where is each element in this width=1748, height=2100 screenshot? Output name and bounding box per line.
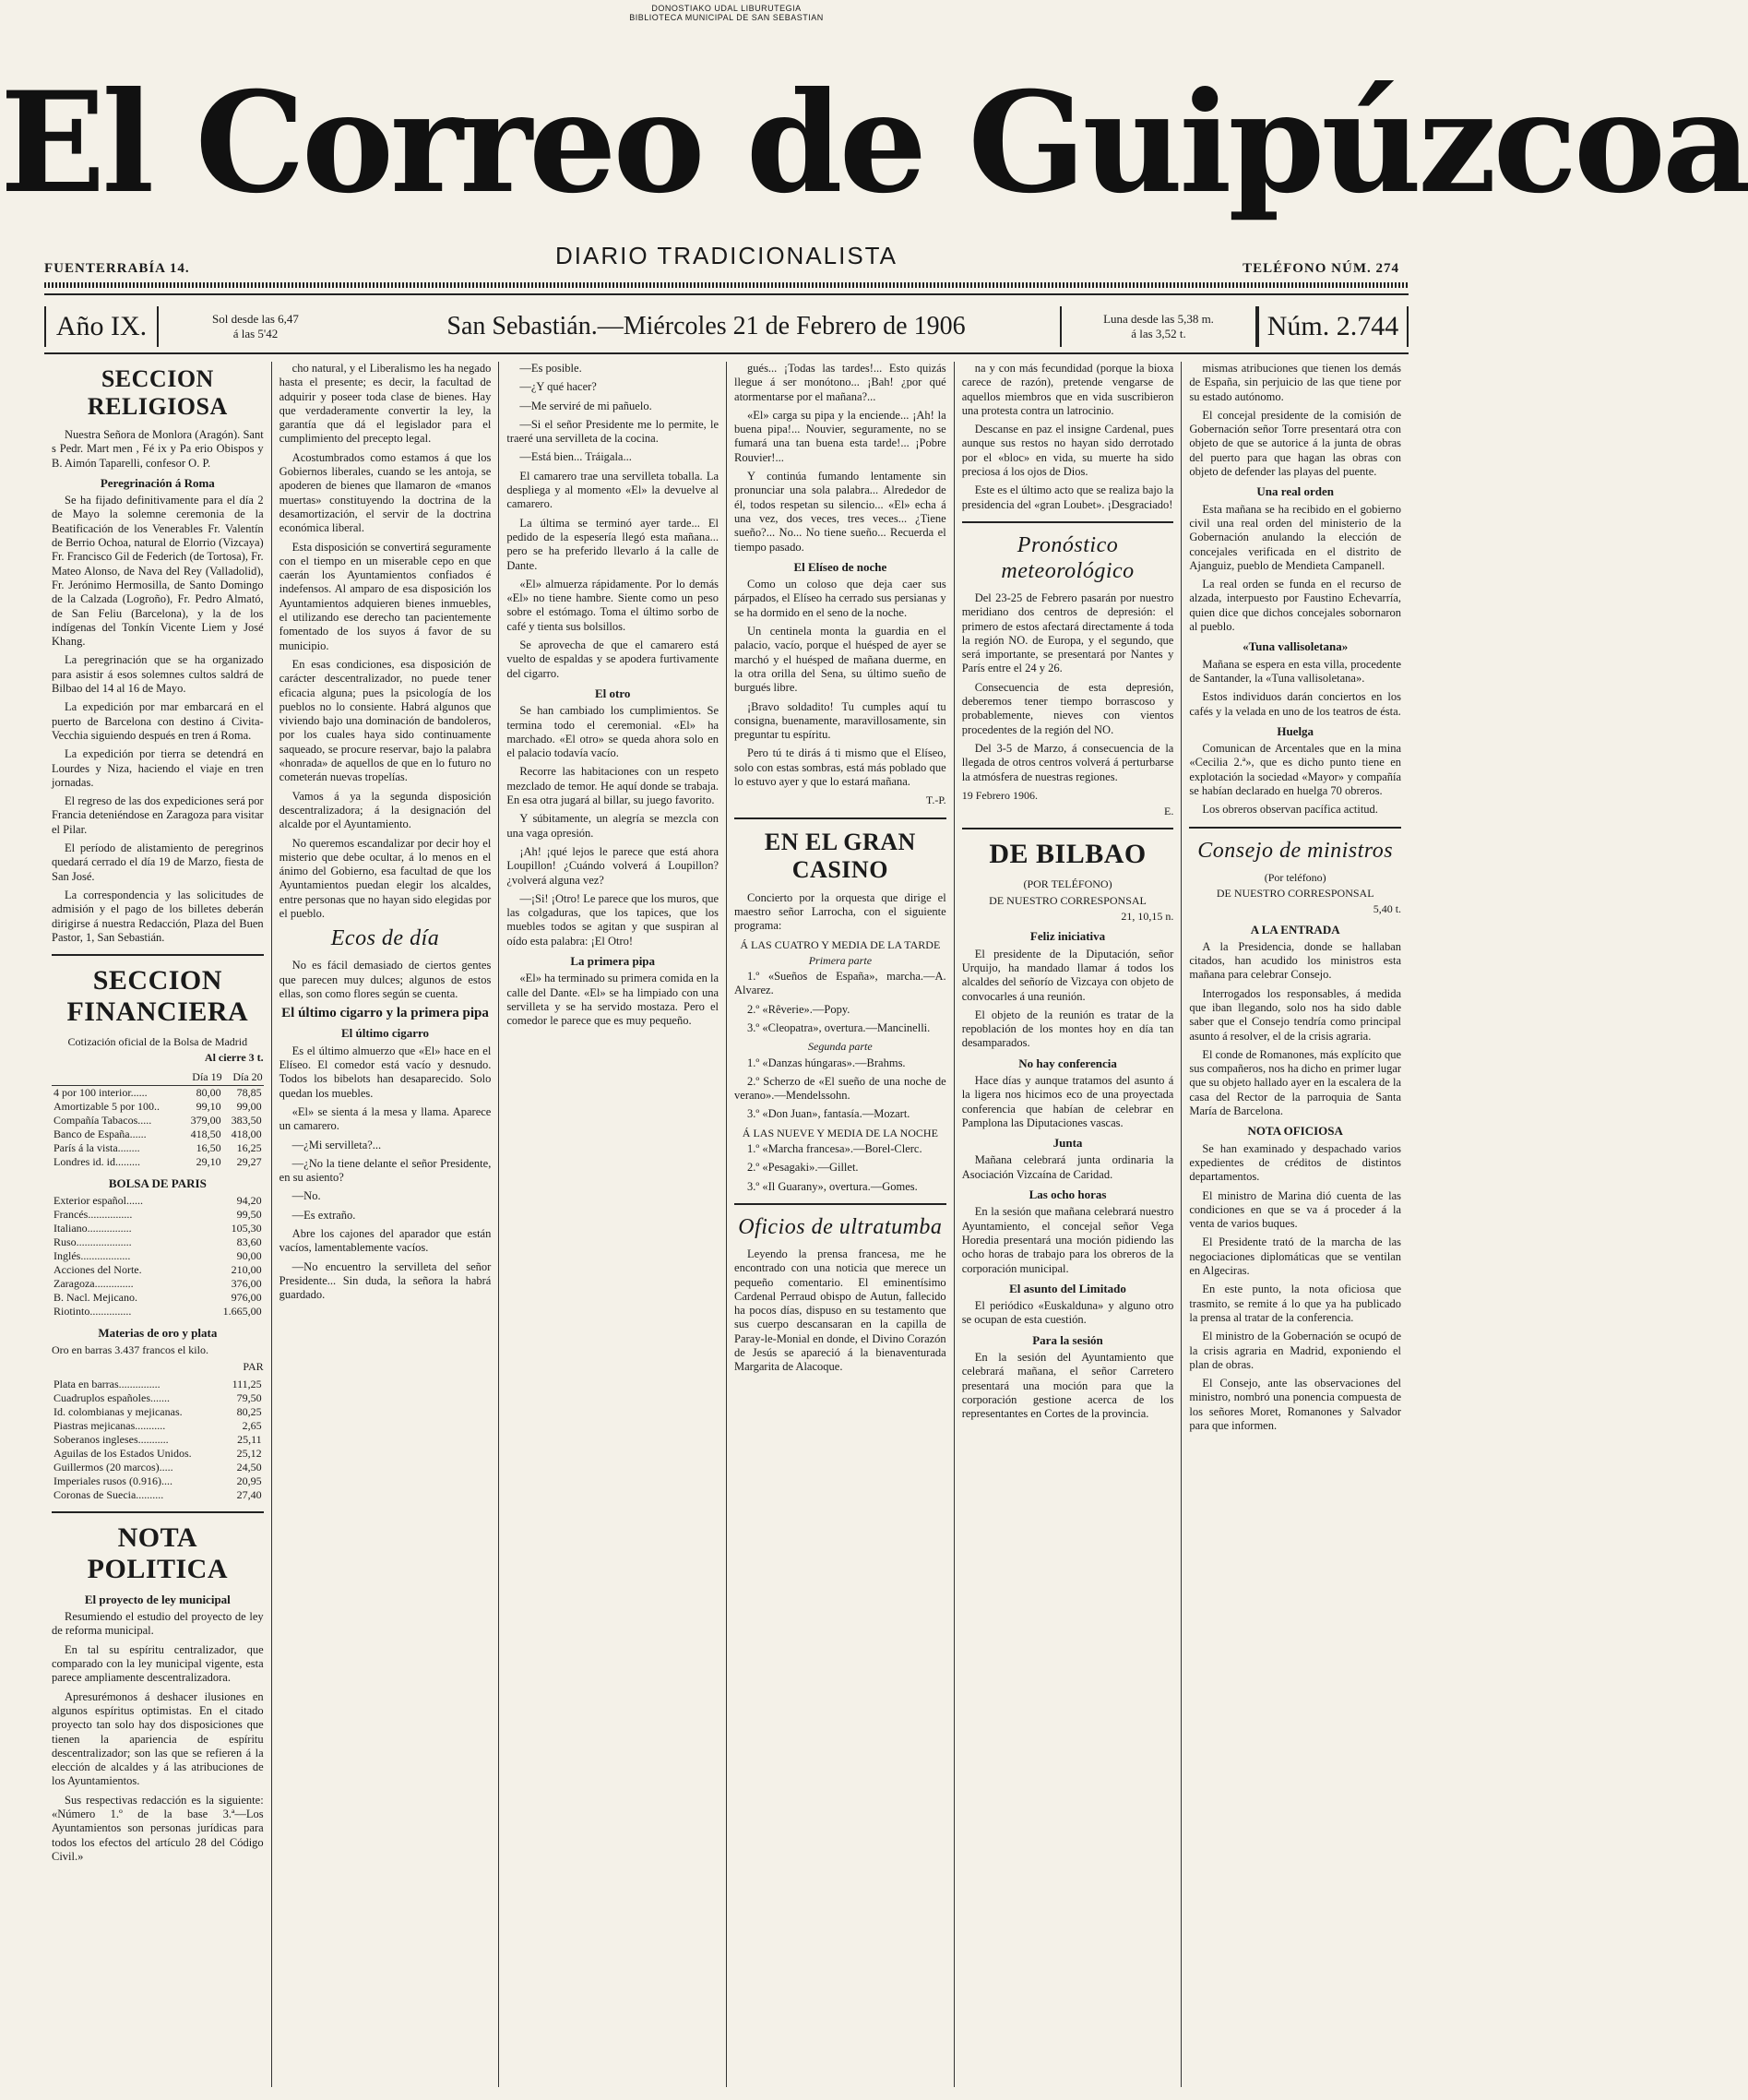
metal-label: Soberanos ingleses........... <box>54 1432 169 1446</box>
table-row <box>52 1235 264 1249</box>
newspaper-subtitle: DIARIO TRADICIONALISTA <box>555 242 898 269</box>
list-item: 3.º «Il Guarany», overtura.—Gomes. <box>747 1179 918 1193</box>
paragraph: Vamos á ya la segunda disposición descentralizadora; á la designación del alcalde por el Ayuntamiento. <box>279 789 492 831</box>
ecos-title: Ecos de día <box>330 926 440 951</box>
paragraph: La correspondencia y las solicitudes de admisión y el pago de los billetes deberán dirigirse á nuestra Redacción, Plaza del Buen Pastor, 1, San Sebastián. <box>52 888 264 944</box>
paragraph: Consecuencia de esta depresión, deberemos tener tiempo borrascoso y probablemente, nieves con vientos procedentes de la región del NO. <box>961 680 1174 736</box>
paragraph: Acostumbrados como estamos á que los Gobiernos liberales, cuando se les antoja, se apoderen de bienes que llamaron de «manos muertas» constituyendo la doctrina de la desamortización, el servir de la doctrina económica liberal. <box>279 450 492 535</box>
signature: E. <box>1164 805 1174 818</box>
news-heading: Las ocho horas <box>1029 1187 1107 1202</box>
article-columns <box>44 362 1409 2087</box>
divider <box>52 1511 264 1513</box>
news-heading: Junta <box>1052 1136 1083 1151</box>
paragraph: El periódico «Euskalduna» y alguno otro se ocupan de esta cuestión. <box>961 1299 1174 1327</box>
paragraph: En tal su espíritu centralizador, que comparado con la ley municipal vigente, esta parece ampliamente descentralizadora. <box>52 1642 264 1685</box>
moon-set: á las 3,52 t. <box>1131 327 1186 340</box>
paragraph: Esta mañana se ha recibido en el gobierno civil una real orden del ministerio de la Gobernación anulando la elección de concejales verificada en el distrito de Ajanguiz, pueblo de Mendieta Campanell. <box>1189 502 1402 572</box>
table-row <box>52 1194 264 1208</box>
ultratumba-title: Oficios de ultratumba <box>738 1214 943 1239</box>
paragraph: En este punto, la nota oficiosa que trasmito, se remite á lo que ya ha publicado la prensa al tratar de la conferencia. <box>1189 1283 1402 1324</box>
oro-plata-title: Materias de oro y plata <box>98 1325 218 1340</box>
quote-value: 99,00 <box>236 1099 262 1113</box>
paragraph: Comunican de Arcentales que en la mina «Cecilia 2.ª», que es dicho punto tiene en explotación la sociedad «Mayor» y compañía se habían declarado en huelga 70 obreros. <box>1189 742 1402 798</box>
list-item: 3.º «Don Juan», fantasía.—Mozart. <box>747 1107 910 1121</box>
list-item: 1.º «Danzas húngaras».—Brahms. <box>747 1056 906 1069</box>
quote-value: 976,00 <box>231 1290 262 1304</box>
moon-rise: Luna desde las 5,38 m. <box>1103 312 1214 326</box>
quote-value: 83,60 <box>236 1235 262 1248</box>
peregrinacion-title: Peregrinación á Roma <box>100 475 215 490</box>
metal-label: Id. colombianas y mejicanas. <box>54 1404 183 1418</box>
news-heading: A LA ENTRADA <box>1250 922 1340 937</box>
program-part: Primera parte <box>808 953 873 967</box>
consejo-time: 5,40 t. <box>1373 902 1402 916</box>
list-item: 2.º Scherzo de «El sueño de una noche de verano».—Mendelssohn. <box>734 1074 946 1103</box>
quote-label: Amortizable 5 por 100.. <box>54 1099 160 1113</box>
paragraph: El concejal presidente de la comisión de Gobernación señor Torre presentará otra con objeto de que se autorice á la junta de obras del puerto para que hagan las obras con objeto de defender las playas del puente. <box>1189 408 1402 479</box>
stamp-line-2: BIBLIOTECA MUNICIPAL DE SAN SEBASTIAN <box>629 13 824 22</box>
paragraph: «El» se sienta á la mesa y llama. Aparece un camarero. <box>279 1104 492 1133</box>
el-otro-title: El otro <box>594 686 631 700</box>
quote-value: 376,00 <box>231 1276 262 1290</box>
table-header-row <box>52 1069 264 1086</box>
paragraph: Se han examinado y despachado varios expedientes de créditos de distintos departamentos. <box>1189 1141 1402 1184</box>
list-item: 2.º «Rêverie».—Popy. <box>747 1002 850 1016</box>
oro-par-label: PAR <box>243 1359 264 1373</box>
paragraph: —¡Si! ¡Otro! Le parece que los muros, que las colgaduras, que los tapices, que los muebles todos se agitan y que suspiran al oído esta palabra: ¡El Otro! <box>506 891 719 948</box>
paragraph: El camarero trae una servilleta toballa. La despliega y al momento «El» la devuelve al camarero. <box>506 469 719 511</box>
sun-times <box>159 306 352 347</box>
quote-label: Banco de España...... <box>54 1127 147 1140</box>
nota-politica-title: NOTA POLITICA <box>87 1521 229 1584</box>
sun-rise: Sol desde las 6,47 <box>212 312 299 326</box>
madrid-quotes-table <box>52 1069 264 1169</box>
list-item: 3.º «Cleopatra», overtura.—Mancinelli. <box>747 1020 931 1034</box>
dateline-rule <box>44 352 1409 354</box>
quote-value: 383,50 <box>231 1113 262 1127</box>
paragraph: Mañana celebrará junta ordinaria la Asociación Vizcaína de Caridad. <box>961 1153 1174 1181</box>
column-4 <box>726 362 954 2087</box>
bilbao-correspondent: DE NUESTRO CORRESPONSAL <box>989 893 1147 907</box>
metal-value: 79,50 <box>236 1390 262 1404</box>
bolsa-paris-title: BOLSA DE PARIS <box>108 1175 207 1190</box>
table-row <box>52 1378 264 1391</box>
quote-label: Ruso.................... <box>54 1235 132 1248</box>
paragraph: —¿No la tiene delante el señor Presidente, en su asiento? <box>279 1156 492 1185</box>
paragraph: mismas atribuciones que tienen los demás de España, sin perjuicio de las que tiene por su estado autónomo. <box>1189 362 1402 403</box>
paragraph: na y con más fecundidad (porque la bioxa carece de razón), pretende vengarse de aquellos miembros que en vida suscribieron una protesta contra un latrocinio. <box>961 362 1174 417</box>
table-row <box>52 1085 264 1100</box>
metal-value: 25,12 <box>236 1446 262 1460</box>
paragraph: —Está bien... Tráigala... <box>519 450 632 464</box>
list-item: 1.º «Marcha francesa».—Borel-Clerc. <box>747 1142 922 1156</box>
quote-value: 80,00 <box>196 1085 221 1099</box>
news-heading: Para la sesión <box>1032 1332 1103 1347</box>
table-row <box>52 1488 264 1502</box>
quote-value: 99,10 <box>196 1099 221 1113</box>
top-hatch-rule <box>44 282 1409 288</box>
table-row <box>52 1263 264 1277</box>
top-rule <box>44 293 1409 295</box>
paragraph: —¿Y qué hacer? <box>519 380 597 394</box>
table-row <box>52 1405 264 1419</box>
quote-value: 418,00 <box>231 1127 262 1140</box>
paragraph: «El» carga su pipa y la enciende... ¡Ah! la buena pipa!... Nouvier, seguramente, no se fumará una tan buena esta tarde!... ¡Pobre Rouvier!... <box>734 408 946 464</box>
seccion-financiera-title: SECCION FINANCIERA <box>66 965 249 1028</box>
table-row <box>52 1114 264 1128</box>
quote-value: 105,30 <box>231 1221 262 1235</box>
cigarro-title: El último cigarro y la primera pipa <box>281 1006 489 1021</box>
paragraph: Es el último almuerzo que «El» hace en el Elíseo. El comedor está vacío y desnudo. Todos los bibelots han desaparecido. Solo quedan los muebles. <box>279 1044 492 1100</box>
paragraph: El Consejo, ante las observaciones del ministro, nombró una ponencia compuesta de los señores Moret, Romanones y Salvador para que informen. <box>1189 1377 1402 1432</box>
quote-value: 94,20 <box>236 1193 262 1207</box>
paragraph: El presidente de la Diputación, señor Urquijo, ha mandado llamar á todos los alcaldes del señorío de Vizcaya con objeto de convocarles á una reunión. <box>961 947 1174 1003</box>
primera-pipa-title: La primera pipa <box>570 953 656 968</box>
paragraph: Apresurémonos á deshacer ilusiones en algunos espíritus optimistas. En el citado proyecto tan solo hay dos disposiciones que tienen la apariencia de espíritu descentralizador; son las que se refieren á la elección de alcaldes y á las atribuciones de los Ayuntamientos. <box>52 1689 264 1788</box>
quote-value: 210,00 <box>231 1262 262 1276</box>
table-row <box>52 1155 264 1169</box>
paragraph: Hace días y aunque tratamos del asunto á la ligera nos hicimos eco de una proyectada conferencia que habían de celebrar en Pamplona las Diputaciones vascas. <box>961 1073 1174 1129</box>
paragraph: Este es el último acto que se realiza bajo la presidencia del «gran Loubet». ¡Desgraciado! <box>961 483 1174 511</box>
table-row <box>52 1447 264 1461</box>
paragraph: Como un coloso que deja caer sus párpados, el Elíseo ha cerrado sus persianas y se ha dormido en el seno de la noche. <box>734 578 946 619</box>
stamp-line-1: DONOSTIAKO UDAL LIBURUTEGIA <box>651 4 802 13</box>
newspaper-phone: TELÉFONO NÚM. 274 <box>1243 261 1399 276</box>
column-header: Día 19 <box>183 1069 223 1086</box>
paragraph: La expedición por tierra se detendrá en Lourdes y Niza, haciendo el viaje en tren jornadas. <box>52 747 264 789</box>
paragraph: ¡Ah! ¡qué lejos le parece que está ahora Loupillon! ¿Cuándo volverá á Loupillon? ¿volverá alguna vez? <box>506 844 719 887</box>
paragraph: Esta disposición se convertirá seguramente con el tiempo en un miserable cepo en que caerán los Ayuntamientos confiados é indefensos. Al amparo de esa disposición los Ayuntamientos adquieren bienes inmuebles, el utilizando ese derecho tan pacientemente fomentado de los suyos á favor de su municipio. <box>279 540 492 652</box>
newspaper-title: El Correo de Guipúzcoa <box>0 62 1748 224</box>
paragraph: Concierto por la orquesta que dirige el maestro señor Larrocha, con el siguiente programa: <box>734 890 946 933</box>
paragraph: Interrogados los responsables, á medida que iban llegando, solo nos ha sido dable saber que el Consejo tendría como principal asunto á resolver, el de la crisis agraria. <box>1189 986 1402 1043</box>
paragraph: Se han cambiado los cumplimientos. Se termina todo el ceremonial. «El» ha marchado. «El otro» se queda ahora solo en el palacio todavía vacío. <box>506 704 719 760</box>
table-row <box>52 1461 264 1474</box>
quote-value: 99,50 <box>236 1207 262 1221</box>
paragraph: A la Presidencia, donde se hallaban citados, han acudido los ministros esta mañana para celebrar Consejo. <box>1189 939 1402 982</box>
table-row <box>52 1222 264 1235</box>
table-row <box>52 1249 264 1263</box>
column-3 <box>498 362 726 2087</box>
quote-value: 29,10 <box>196 1154 221 1168</box>
issue-number: Núm. 2.744 <box>1257 306 1409 347</box>
news-heading: Una real orden <box>1256 484 1334 499</box>
table-row <box>52 1100 264 1114</box>
library-stamp <box>0 4 1453 22</box>
pronostico-date: 19 Febrero 1906. <box>961 788 1039 802</box>
paragraph: Recorre las habitaciones con un respeto mezclado de temor. He aquí donde se trabaja. En esa otra jugará al billar, su juego favorito. <box>506 765 719 807</box>
news-heading: Feliz iniciativa <box>1029 929 1106 944</box>
paragraph: En la sesión del Ayuntamiento que celebrará mañana, el señor Carretero presentará una moción para que la corporación gestione acerca de los representantes en Cortes de la provincia. <box>961 1351 1174 1421</box>
metals-table <box>52 1378 264 1502</box>
quote-value: 16,25 <box>236 1140 262 1154</box>
quote-value: 16,50 <box>196 1140 221 1154</box>
paragraph: Leyendo la prensa francesa, me he encontrado con una noticia que merece un pequeño comentario. El eminentísimo Cardenal Perraud obispo de Autun, fallecido ha pocos días, dispuso en su testamento que sus cuerpo descansaran en la capilla de Paray-le-Monial en donde, el Divino Corazón de Jesús se apareció á la bienaventurada Margarita de Alacoque. <box>734 1247 946 1374</box>
paragraph: Abre los cajones del aparador que están vacíos, lamentablemente vacíos. <box>279 1227 492 1255</box>
metal-label: Coronas de Suecia.......... <box>54 1487 164 1501</box>
paragraph: Los obreros observan pacífica actitud. <box>1202 803 1378 817</box>
table-row <box>52 1141 264 1155</box>
divider <box>734 817 946 819</box>
program-time: Á LAS NUEVE Y MEDIA DE LA NOCHE <box>742 1126 938 1139</box>
paragraph: —Si el señor Presidente me lo permite, le traeré una servilleta de la cocina. <box>506 417 719 446</box>
program-time: Á LAS CUATRO Y MEDIA DE LA TARDE <box>740 937 941 951</box>
metal-label: Imperiales rusos (0.916).... <box>54 1474 172 1487</box>
quote-label: Exterior español...... <box>54 1193 143 1207</box>
dateline-bar <box>44 304 1409 349</box>
quote-label: Italiano................ <box>54 1221 132 1235</box>
paragraph: Estos individuos darán conciertos en los cafés y la velada en uno de los teatros de ésta. <box>1189 690 1402 718</box>
quote-label: Francés................ <box>54 1207 133 1221</box>
metal-value: 24,50 <box>236 1460 262 1474</box>
quote-label: B. Nacl. Mejicano. <box>54 1290 137 1304</box>
paragraph: En esas condiciones, esa disposición de carácter descentralizador, no puede tener eficacia alguna; pues la psicología de los pueblos no lo consiente. Habrá algunos que viviendo bajo una dominación de bandoleros, por los cuales haya sido continuamente saqueado, se procure reservar, bajo la palabra «honrada» de aquellos de que en lo futuro no cometerán nuevas tropelías. <box>279 657 492 784</box>
paragraph: El regreso de las dos expediciones será por Francia deteniéndose en Zaragoza para visitar el Pilar. <box>52 794 264 836</box>
paragraph: Se aprovecha de que el camarero está vuelto de espaldas y se apodera furtivamente del cigarro. <box>506 638 719 680</box>
column-6 <box>1181 362 1409 2087</box>
table-row <box>52 1474 264 1488</box>
cigarro-subtitle: El último cigarro <box>340 1026 430 1041</box>
masthead <box>0 55 1748 240</box>
list-item: 1.º «Sueños de España», marcha.—A. Alvarez. <box>734 970 946 997</box>
news-heading: «Tuna vallisoletana» <box>1243 639 1349 654</box>
paragraph: La real orden se funda en el recurso de alzada, interpuesto por Faustino Echevarría, quien dice que dichos concejales sobornaron al pueblo. <box>1189 578 1402 634</box>
paris-quotes-table <box>52 1194 264 1318</box>
paragraph: Resumiendo el estudio del proyecto de ley de reforma municipal. <box>52 1610 264 1638</box>
quote-value: 418,50 <box>190 1127 221 1140</box>
quote-label: Compañía Tabacos..... <box>54 1113 152 1127</box>
paragraph: —Es posible. <box>519 362 582 375</box>
metal-value: 25,11 <box>237 1432 262 1446</box>
paragraph: ¡Bravo soldadito! Tu cumples aquí tu consigna, buenamente, maravillosamente, sin preguntar tu espíritu. <box>734 699 946 742</box>
paragraph: No queremos escandalizar por decir hoy el misterio que debe ocultar, á lo menos en el ánimo del Gobierno, esa facultad de que los Ayuntamientos puedan elegir los alcaldes, entre personas que no hayan sido elegidas por el pueblo. <box>279 836 492 920</box>
quote-value: 1.665,00 <box>222 1304 262 1318</box>
quote-label: Riotinto............... <box>54 1304 132 1318</box>
paragraph: La expedición por mar embarcará en el puerto de Barcelona con destino á Civita-Vecchia siguiendo después en tren á Roma. <box>52 700 264 742</box>
paragraph: Del 3-5 de Marzo, á consecuencia de la llegada de otros centros volverá á perturbarse la atmósfera de nuestras regiones. <box>961 741 1174 783</box>
paragraph: Pero tú te dirás á ti mismo que el Elíseo, solo con estas sombras, está más poblado que lo estuvo ayer y que lo estará mañana. <box>734 746 946 789</box>
consejo-via: (Por teléfono) <box>1264 870 1326 884</box>
quote-value: 78,85 <box>236 1085 262 1099</box>
paragraph: Se ha fijado definitivamente para el día 2 de Mayo la solemne ceremonia de la Beatificación de los Venerables Fr. Valentín de Berrio Ochoa, natural de Elorrio (Vizcaya) Fr. Francisco Gil de Federich (de Tortosa), Fr. Mateo Alonso, de Nava del Rey (Valladolid), Fr. Jerónimo Hermosilla, de Santo Domingo de la Calzada (Logroño), Fr. Pedro Almató, de San Feliu (Barcelona), y la de los indígenas del Tonkín Vicente Liem y José Khang. <box>52 494 264 649</box>
quote-value: 29,27 <box>236 1154 262 1168</box>
metal-label: Plata en barras............... <box>54 1377 161 1390</box>
column-1 <box>44 362 271 2087</box>
divider <box>52 954 264 956</box>
paragraph: «El» almuerza rápidamente. Por lo demás «El» no tiene hambre. Siente como un peso sobre el estómago. Toma el último sorbo de café y tienta sus bolsillos. <box>506 577 719 633</box>
paragraph: En la sesión que mañana celebrará nuestro Ayuntamiento, el concejal señor Vega Horedia presentará una moción pidiendo las ocho horas de trabajo para los obreros de la corporación municipal. <box>961 1205 1174 1275</box>
paragraph: cho natural, y el Liberalismo les ha negado hasta el presente; es decir, la facultad de adquirir y poseer toda clase de bienes. Hay que verdaderamente convertir la ley, la garantía que dá el legislador para el cumplimiento del precepto legal. <box>279 362 492 446</box>
sun-set: á las 5'42 <box>232 327 279 340</box>
consejo-correspondent: DE NUESTRO CORRESPONSAL <box>1216 886 1374 900</box>
paragraph: No es fácil demasiado de ciertos gentes que parecen muy dulces; algunos de estos ellas, son como flores según se cuenta. <box>279 959 492 1000</box>
divider <box>734 1203 946 1205</box>
table-row <box>52 1277 264 1291</box>
metal-label: Piastras mejicanas........... <box>54 1418 166 1432</box>
paragraph: El período de alistamiento de peregrinos quedará cerrado el día 19 de Marzo, fiesta de San José. <box>52 841 264 883</box>
pronostico-title: Pronóstico meteorológico <box>1001 532 1135 583</box>
table-row <box>52 1419 264 1433</box>
quote-label: Londres id. id......... <box>54 1154 140 1168</box>
column-2 <box>271 362 499 2087</box>
news-heading: No hay conferencia <box>1018 1056 1117 1070</box>
metal-label: Aguilas de los Estados Unidos. <box>54 1446 192 1460</box>
nota-politica-subtitle: El proyecto de ley municipal <box>84 1592 231 1606</box>
paragraph: El ministro de Marina dió cuenta de las condiciones en que se va á proceder á la venta de varios buques. <box>1189 1188 1402 1231</box>
paragraph: —No encuentro la servilleta del señor Presidente... Sin duda, la señora la habrá guardado. <box>279 1259 492 1302</box>
divider <box>962 521 1174 523</box>
paragraph: Del 23-25 de Febrero pasarán por nuestro meridiano dos centros de depresión: el primero de estos afectará directamente á toda la región NO. de Europa, y el segundo, que será importante, se presentará por Nantes y París entre el 24 y 26. <box>961 591 1174 675</box>
paragraph: —Es extraño. <box>291 1208 356 1222</box>
metal-value: 20,95 <box>236 1474 262 1487</box>
paragraph: gués... ¡Todas las tardes!... Esto quizás llegue á ser monótono... ¡Bah! ¿por qué atormentarse por el mañana?... <box>734 362 946 403</box>
table-row <box>52 1128 264 1141</box>
quote-label: 4 por 100 interior...... <box>54 1085 148 1099</box>
quote-value: 379,00 <box>190 1113 221 1127</box>
financiera-subtitle: Cotización oficial de la Bolsa de Madrid <box>67 1035 248 1049</box>
bilbao-time: 21, 10,15 n. <box>1121 910 1174 924</box>
quote-value: 90,00 <box>236 1248 262 1262</box>
metal-label: Guillermos (20 marcos)..... <box>54 1460 173 1474</box>
paragraph: La peregrinación que se ha organizado para asistir á esos solemnes cultos saldrá de Bilbao del 14 al 16 de Mayo. <box>52 653 264 696</box>
paragraph: El conde de Romanones, más explícito que sus compañeros, nos ha dicho en primer lugar que su objeto hallado ayer en la escalera de la casa del Rector de la parroquia de Santa María de Barcelona. <box>1189 1047 1402 1118</box>
divider <box>1189 827 1401 829</box>
consejo-ministros-title: Consejo de ministros <box>1197 838 1394 863</box>
news-heading: NOTA OFICIOSA <box>1247 1124 1343 1139</box>
column-header: Día 20 <box>223 1069 264 1086</box>
paragraph: —No. <box>291 1189 321 1203</box>
paragraph: —¿Mi servilleta?... <box>291 1138 382 1151</box>
table-row <box>52 1291 264 1305</box>
quote-label: Acciones del Norte. <box>54 1262 142 1276</box>
signature: T.-P. <box>925 793 946 807</box>
seccion-religiosa-title: SECCION RELIGIOSA <box>87 365 228 420</box>
metal-value: 111,25 <box>232 1377 262 1390</box>
metal-value: 2,65 <box>242 1418 262 1432</box>
eliseo-title: El Elíseo de noche <box>793 559 887 574</box>
paragraph: Descanse en paz el insigne Cardenal, pues aunque sus restos no hayan sido derrotado por el «bloc» en vida, su muerte ha sido preciosa á los ojos de Dios. <box>961 423 1174 479</box>
religiosa-paragraph: Nuestra Señora de Monlora (Aragón). Sant s Pedr. Mart men , Fé ix y Pa erio Obispos y B. Aimón Taparelli, confesor O. P. <box>52 428 264 470</box>
paragraph: —Me serviré de mi pañuelo. <box>519 399 652 412</box>
list-item: 2.º «Pesagaki».—Gillet. <box>747 1161 859 1175</box>
paragraph: Y continúa fumando lentamente sin pronunciar una sola palabra... Alrededor de él, todos respetan su silencio... «El» echa á una vez, dos veces, tres veces... ¿Tiene sueño?... No... No tiene sueño... Recuerda el tiempo pasado. <box>734 470 946 554</box>
quote-label: Inglés.................. <box>54 1248 131 1262</box>
paragraph: Y súbitamente, un alegría se mezcla con una vaga opresión. <box>506 812 719 840</box>
bilbao-via: (POR TELÉFONO) <box>1023 877 1112 891</box>
quote-label: Zaragoza.............. <box>54 1276 134 1290</box>
paragraph: El Presidente trató de la marcha de las negociaciones diplomáticas que se ventilan en Algeciras. <box>1189 1235 1402 1278</box>
paragraph: Sus respectivas redacción es la siguiente: «Número 1.º de la base 3.ª—Los Ayuntamientos son personas jurídicas para todos los efectos del artículo 28 del Código Civil.» <box>52 1793 264 1863</box>
paragraph: Mañana se espera en esta villa, procedente de Santander, la «Tuna vallisoletana». <box>1189 657 1402 685</box>
metal-value: 80,25 <box>236 1404 262 1418</box>
issue-year: Año IX. <box>44 306 159 347</box>
gran-casino-title: EN EL GRAN CASINO <box>764 828 916 883</box>
program-part: Segunda parte <box>808 1040 873 1054</box>
paragraph: El objeto de la reunión es tratar de la repoblación de los montes hoy en día tan desamparados. <box>961 1008 1174 1050</box>
metal-label: Cuadruplos españoles....... <box>54 1390 170 1404</box>
oro-intro: Oro en barras 3.437 francos el kilo. <box>52 1343 208 1357</box>
divider <box>962 828 1174 829</box>
newspaper-address: FUENTERRABÍA 14. <box>44 261 190 276</box>
table-row <box>52 1433 264 1447</box>
paragraph: La última se terminó ayer tarde... El pedido de la espesería llegó esta mañana... pero se ha preferido llevarlo á la calle de Dante. <box>506 516 719 572</box>
paragraph: «El» ha terminado su primera comida en la calle del Dante. «El» se ha limpiado con una servilleta y se ha servido mostaza. Pero el comedor le parece que es muy pequeño. <box>506 972 719 1028</box>
quote-label: París á la vista........ <box>54 1140 140 1154</box>
news-heading: El asunto del Limitado <box>1009 1281 1126 1295</box>
moon-times <box>1060 306 1257 347</box>
table-row <box>52 1208 264 1222</box>
column-5 <box>954 362 1182 2087</box>
news-heading: Huelga <box>1277 723 1314 738</box>
metal-value: 27,40 <box>236 1487 262 1501</box>
financiera-close: Al cierre 3 t. <box>204 1051 264 1065</box>
paragraph: El ministro de la Gobernación se ocupó de la crisis agraria en Madrid, exponiendo el plan de obras. <box>1189 1330 1402 1371</box>
paragraph: Un centinela monta la guardia en el palacio, vacío, porque el huésped de ayer se marchó y el huésped de mañana duerme, en la otra orilla del Sena, su último sueño de burgués libre. <box>734 625 946 695</box>
de-bilbao-title: DE BILBAO <box>989 839 1147 870</box>
table-row <box>52 1391 264 1405</box>
issue-date: San Sebastián.—Miércoles 21 de Febrero de 1906 <box>446 312 966 340</box>
table-row <box>52 1305 264 1318</box>
